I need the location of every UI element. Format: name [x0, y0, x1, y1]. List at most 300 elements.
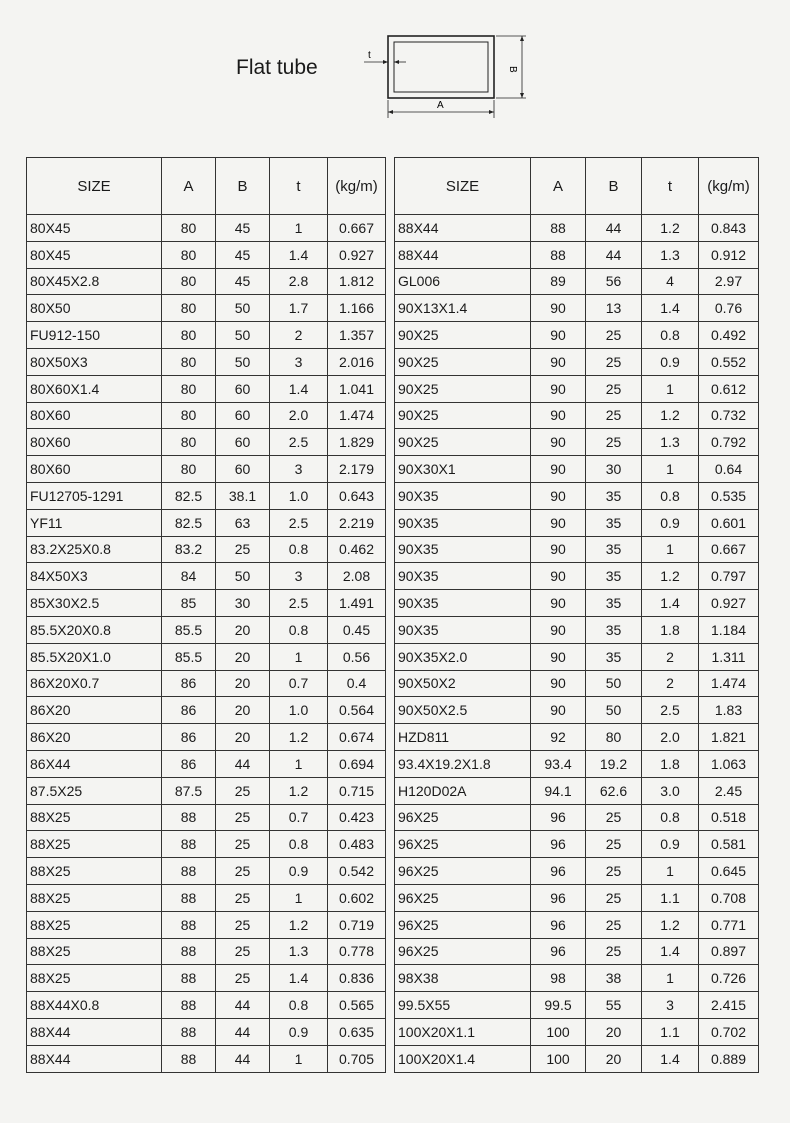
table-cell: 2.5: [270, 429, 328, 456]
table-cell: 92: [531, 724, 586, 751]
table-cell: 85.5: [162, 616, 216, 643]
table-row: [27, 724, 386, 751]
table-cell: 25: [586, 375, 642, 402]
table-cell: 87.5X25: [27, 777, 162, 804]
table-row: [395, 884, 759, 911]
table-cell: 1.4: [270, 375, 328, 402]
table-cell: 80: [162, 268, 216, 295]
table-cell: 0.612: [699, 375, 759, 402]
table-row: [395, 482, 759, 509]
table-cell: 86: [162, 697, 216, 724]
table-cell: 90: [531, 322, 586, 349]
table-cell: 80: [162, 429, 216, 456]
table-cell: 1.2: [642, 911, 699, 938]
table-cell: 86X20X0.7: [27, 670, 162, 697]
table-cell: 20: [216, 616, 270, 643]
table-cell: 98: [531, 965, 586, 992]
table-cell: 55: [586, 992, 642, 1019]
table-cell: 44: [216, 1045, 270, 1072]
column-header: t: [642, 158, 699, 215]
table-cell: 1.4: [270, 241, 328, 268]
table-cell: 25: [216, 831, 270, 858]
table-cell: 0.643: [328, 482, 386, 509]
table-cell: 44: [586, 241, 642, 268]
table-cell: 0.726: [699, 965, 759, 992]
table-cell: 25: [216, 938, 270, 965]
table-cell: 1.2: [270, 724, 328, 751]
table-cell: 2.5: [270, 590, 328, 617]
flat-tube-table-right: [394, 157, 759, 1073]
table-cell: 90X25: [395, 322, 531, 349]
table-cell: 50: [586, 670, 642, 697]
column-header: B: [216, 158, 270, 215]
table-cell: 80: [162, 295, 216, 322]
table-row: [27, 1018, 386, 1045]
table-row: [27, 804, 386, 831]
table-cell: 56: [586, 268, 642, 295]
table-cell: 2.5: [270, 509, 328, 536]
table-cell: 90: [531, 536, 586, 563]
table-cell: 1.8: [642, 616, 699, 643]
table-cell: 1.2: [642, 215, 699, 242]
table-header-row: [395, 158, 759, 215]
table-cell: 89: [531, 268, 586, 295]
table-row: [395, 965, 759, 992]
table-cell: 1.166: [328, 295, 386, 322]
table-cell: HZD811: [395, 724, 531, 751]
table-cell: 25: [216, 858, 270, 885]
table-cell: 2.8: [270, 268, 328, 295]
table-cell: 88: [162, 884, 216, 911]
table-cell: 0.715: [328, 777, 386, 804]
table-cell: 35: [586, 616, 642, 643]
table-cell: 0.667: [328, 215, 386, 242]
table-cell: 80: [162, 241, 216, 268]
table-cell: 96: [531, 804, 586, 831]
table-cell: 1.829: [328, 429, 386, 456]
table-cell: 90X35: [395, 563, 531, 590]
table-cell: 84: [162, 563, 216, 590]
table-cell: 90X35: [395, 616, 531, 643]
table-row: [395, 322, 759, 349]
table-cell: 0.564: [328, 697, 386, 724]
table-row: [395, 750, 759, 777]
table-cell: 88X44: [27, 1018, 162, 1045]
table-cell: 88X25: [27, 938, 162, 965]
table-cell: 88: [162, 911, 216, 938]
table-cell: GL006: [395, 268, 531, 295]
table-cell: 90: [531, 429, 586, 456]
table-cell: 0.462: [328, 536, 386, 563]
table-cell: 0.7: [270, 804, 328, 831]
table-cell: 25: [216, 804, 270, 831]
table-cell: 0.705: [328, 1045, 386, 1072]
table-cell: 20: [216, 697, 270, 724]
table-cell: 99.5: [531, 992, 586, 1019]
table-row: [395, 616, 759, 643]
table-cell: 88: [162, 1018, 216, 1045]
table-cell: 0.535: [699, 482, 759, 509]
table-cell: 0.771: [699, 911, 759, 938]
table-cell: 80: [162, 322, 216, 349]
table-row: [27, 590, 386, 617]
table-cell: 0.927: [699, 590, 759, 617]
table-cell: 25: [216, 884, 270, 911]
table-cell: 90X35: [395, 536, 531, 563]
table-cell: 90: [531, 456, 586, 483]
table-row: [395, 456, 759, 483]
table-cell: 1.8: [642, 750, 699, 777]
table-cell: 1.4: [642, 295, 699, 322]
table-row: [395, 858, 759, 885]
table-cell: 90: [531, 482, 586, 509]
table-cell: 88X44: [395, 215, 531, 242]
table-cell: 82.5: [162, 482, 216, 509]
table-cell: 86: [162, 750, 216, 777]
table-cell: 35: [586, 590, 642, 617]
table-cell: 35: [586, 643, 642, 670]
table-cell: 1: [642, 375, 699, 402]
table-row: [27, 831, 386, 858]
table-cell: 90X35: [395, 590, 531, 617]
table-cell: 0.9: [270, 858, 328, 885]
table-cell: 90: [531, 643, 586, 670]
table-cell: 0.9: [642, 509, 699, 536]
table-cell: 25: [586, 429, 642, 456]
table-cell: 1: [270, 215, 328, 242]
table-cell: 25: [216, 536, 270, 563]
table-cell: 0.8: [270, 616, 328, 643]
table-cell: 2.415: [699, 992, 759, 1019]
table-cell: 0.4: [328, 670, 386, 697]
table-cell: 88X25: [27, 804, 162, 831]
table-cell: 88: [162, 831, 216, 858]
table-cell: 1.4: [270, 965, 328, 992]
table-cell: 0.674: [328, 724, 386, 751]
table-cell: 60: [216, 375, 270, 402]
table-cell: 1.2: [270, 777, 328, 804]
table-cell: 88: [162, 1045, 216, 1072]
table-cell: 1.357: [328, 322, 386, 349]
table-cell: 0.927: [328, 241, 386, 268]
table-cell: 0.8: [270, 992, 328, 1019]
table-cell: 88X44: [395, 241, 531, 268]
table-row: [27, 911, 386, 938]
table-row: [27, 456, 386, 483]
table-cell: 96: [531, 938, 586, 965]
table-cell: 0.912: [699, 241, 759, 268]
table-cell: 86X20: [27, 724, 162, 751]
table-row: [27, 375, 386, 402]
table-cell: 90X50X2: [395, 670, 531, 697]
b-dimension-label: B: [507, 66, 518, 73]
table-cell: 88X25: [27, 911, 162, 938]
table-cell: 25: [586, 348, 642, 375]
table-cell: 0.635: [328, 1018, 386, 1045]
table-cell: 90X30X1: [395, 456, 531, 483]
table-cell: 100: [531, 1018, 586, 1045]
table-cell: 13: [586, 295, 642, 322]
table-row: [27, 884, 386, 911]
table-cell: 0.719: [328, 911, 386, 938]
table-cell: 94.1: [531, 777, 586, 804]
table-cell: 1.4: [642, 1045, 699, 1072]
table-cell: 25: [216, 777, 270, 804]
table-cell: 80X50X3: [27, 348, 162, 375]
table-cell: 38: [586, 965, 642, 992]
table-cell: 63: [216, 509, 270, 536]
table-cell: 1.041: [328, 375, 386, 402]
table-cell: 1.1: [642, 884, 699, 911]
table-cell: 1.3: [270, 938, 328, 965]
table-row: [27, 295, 386, 322]
table-cell: 2: [270, 322, 328, 349]
table-cell: 1.474: [699, 670, 759, 697]
column-header: SIZE: [395, 158, 531, 215]
table-cell: 96X25: [395, 804, 531, 831]
table-row: [27, 536, 386, 563]
table-row: [395, 536, 759, 563]
table-cell: 100X20X1.4: [395, 1045, 531, 1072]
table-cell: 96X25: [395, 938, 531, 965]
table-row: [395, 402, 759, 429]
table-cell: 90: [531, 295, 586, 322]
table-cell: 1.3: [642, 241, 699, 268]
table-cell: 86: [162, 670, 216, 697]
table-cell: 1.812: [328, 268, 386, 295]
table-row: [395, 777, 759, 804]
table-cell: 90X35X2.0: [395, 643, 531, 670]
table-cell: 60: [216, 429, 270, 456]
table-cell: 35: [586, 482, 642, 509]
table-cell: 84X50X3: [27, 563, 162, 590]
table-body: [395, 215, 759, 1073]
table-cell: 44: [216, 750, 270, 777]
table-cell: 0.64: [699, 456, 759, 483]
table-cell: 90X25: [395, 375, 531, 402]
table-cell: 1: [642, 456, 699, 483]
table-row: [395, 1018, 759, 1045]
table-cell: 90X50X2.5: [395, 697, 531, 724]
table-cell: 2.0: [270, 402, 328, 429]
table-row: [27, 402, 386, 429]
table-cell: 0.602: [328, 884, 386, 911]
column-header: t: [270, 158, 328, 215]
table-row: [27, 992, 386, 1019]
table-cell: 1.2: [642, 563, 699, 590]
table-row: [27, 858, 386, 885]
table-row: [395, 268, 759, 295]
table-cell: 0.778: [328, 938, 386, 965]
table-cell: 85.5: [162, 643, 216, 670]
table-cell: 80: [162, 348, 216, 375]
table-row: [395, 509, 759, 536]
table-cell: 0.518: [699, 804, 759, 831]
table-cell: 85.5X20X1.0: [27, 643, 162, 670]
table-row: [395, 831, 759, 858]
table-cell: 0.702: [699, 1018, 759, 1045]
table-cell: 3: [642, 992, 699, 1019]
table-cell: 1.474: [328, 402, 386, 429]
table-row: [395, 911, 759, 938]
table-cell: 88X44: [27, 1045, 162, 1072]
table-row: [395, 563, 759, 590]
table-cell: 62.6: [586, 777, 642, 804]
table-cell: 86X20: [27, 697, 162, 724]
table-cell: 88: [162, 938, 216, 965]
table-cell: 0.843: [699, 215, 759, 242]
table-cell: 30: [586, 456, 642, 483]
table-cell: 20: [216, 670, 270, 697]
table-row: [27, 938, 386, 965]
table-cell: 90X35: [395, 482, 531, 509]
table-row: [27, 616, 386, 643]
table-cell: 90: [531, 509, 586, 536]
table-cell: 90: [531, 670, 586, 697]
table-cell: 100X20X1.1: [395, 1018, 531, 1045]
table-cell: 1.1: [642, 1018, 699, 1045]
table-body: [27, 215, 386, 1073]
table-cell: 1.4: [642, 590, 699, 617]
column-header: SIZE: [27, 158, 162, 215]
table-cell: H120D02A: [395, 777, 531, 804]
table-cell: 90: [531, 348, 586, 375]
table-cell: 88X25: [27, 965, 162, 992]
table-cell: 90: [531, 402, 586, 429]
table-cell: 0.897: [699, 938, 759, 965]
table-cell: 0.645: [699, 858, 759, 885]
table-cell: 1.311: [699, 643, 759, 670]
table-cell: 2.97: [699, 268, 759, 295]
table-cell: 80X60X1.4: [27, 375, 162, 402]
table-cell: 88: [531, 241, 586, 268]
table-cell: 2: [642, 670, 699, 697]
table-cell: 1.0: [270, 482, 328, 509]
table-cell: 25: [586, 322, 642, 349]
table-cell: 2.0: [642, 724, 699, 751]
table-row: [395, 348, 759, 375]
table-cell: 35: [586, 509, 642, 536]
table-cell: 50: [216, 348, 270, 375]
table-cell: 80X60: [27, 402, 162, 429]
table-cell: 0.694: [328, 750, 386, 777]
t-dimension-label: t: [368, 50, 371, 61]
table-cell: 96: [531, 831, 586, 858]
table-row: [27, 777, 386, 804]
table-cell: 96X25: [395, 858, 531, 885]
table-cell: 85X30X2.5: [27, 590, 162, 617]
table-cell: 80X60: [27, 429, 162, 456]
table-cell: 0.732: [699, 402, 759, 429]
table-cell: 0.797: [699, 563, 759, 590]
table-cell: 0.792: [699, 429, 759, 456]
column-header: (kg/m): [328, 158, 386, 215]
table-cell: 0.492: [699, 322, 759, 349]
table-cell: 93.4X19.2X1.8: [395, 750, 531, 777]
table-cell: 96: [531, 858, 586, 885]
table-cell: 3: [270, 456, 328, 483]
table-cell: 0.8: [270, 831, 328, 858]
table-cell: 2.179: [328, 456, 386, 483]
table-cell: 96: [531, 911, 586, 938]
table-cell: 60: [216, 456, 270, 483]
table-cell: 20: [216, 643, 270, 670]
table-row: [395, 697, 759, 724]
table-row: [395, 241, 759, 268]
table-cell: 80X45: [27, 215, 162, 242]
table-cell: 1.4: [642, 938, 699, 965]
table-cell: 88: [162, 858, 216, 885]
table-cell: FU912-150: [27, 322, 162, 349]
table-cell: 25: [216, 965, 270, 992]
table-cell: 1: [270, 750, 328, 777]
table-cell: 90X35: [395, 509, 531, 536]
table-cell: 90X25: [395, 348, 531, 375]
table-cell: 2.016: [328, 348, 386, 375]
table-cell: 25: [586, 804, 642, 831]
table-row: [27, 215, 386, 242]
table-cell: 0.76: [699, 295, 759, 322]
table-row: [395, 992, 759, 1019]
table-cell: 2.5: [642, 697, 699, 724]
table-row: [27, 1045, 386, 1072]
table-cell: 87.5: [162, 777, 216, 804]
table-cell: 0.7: [270, 670, 328, 697]
table-row: [395, 724, 759, 751]
table-row: [395, 670, 759, 697]
table-row: [27, 241, 386, 268]
table-cell: 85.5X20X0.8: [27, 616, 162, 643]
table-cell: 3.0: [642, 777, 699, 804]
table-cell: 2.45: [699, 777, 759, 804]
table-cell: 88X25: [27, 858, 162, 885]
table-cell: 80: [162, 402, 216, 429]
table-cell: 30: [216, 590, 270, 617]
table-cell: 25: [586, 938, 642, 965]
table-cell: 25: [586, 911, 642, 938]
table-cell: 96: [531, 884, 586, 911]
table-cell: 50: [216, 295, 270, 322]
flat-tube-diagram: [356, 26, 536, 122]
table-cell: 25: [216, 911, 270, 938]
table-cell: 1.2: [642, 402, 699, 429]
table-row: [395, 590, 759, 617]
table-cell: 0.565: [328, 992, 386, 1019]
table-cell: 80: [162, 456, 216, 483]
table-cell: 1: [270, 643, 328, 670]
table-cell: 0.8: [270, 536, 328, 563]
table-cell: 3: [270, 563, 328, 590]
table-cell: 88: [162, 992, 216, 1019]
table-cell: 0.889: [699, 1045, 759, 1072]
table-cell: 1.063: [699, 750, 759, 777]
table-cell: 80: [162, 215, 216, 242]
table-row: [395, 429, 759, 456]
table-cell: 3: [270, 348, 328, 375]
table-row: [27, 509, 386, 536]
table-row: [27, 429, 386, 456]
table-cell: 20: [216, 724, 270, 751]
table-cell: 90: [531, 375, 586, 402]
table-cell: 4: [642, 268, 699, 295]
table-cell: 0.836: [328, 965, 386, 992]
table-cell: 1: [642, 858, 699, 885]
table-cell: 1.0: [270, 697, 328, 724]
table-cell: 1.83: [699, 697, 759, 724]
table-cell: 60: [216, 402, 270, 429]
table-cell: 44: [216, 992, 270, 1019]
table-cell: 1: [642, 536, 699, 563]
